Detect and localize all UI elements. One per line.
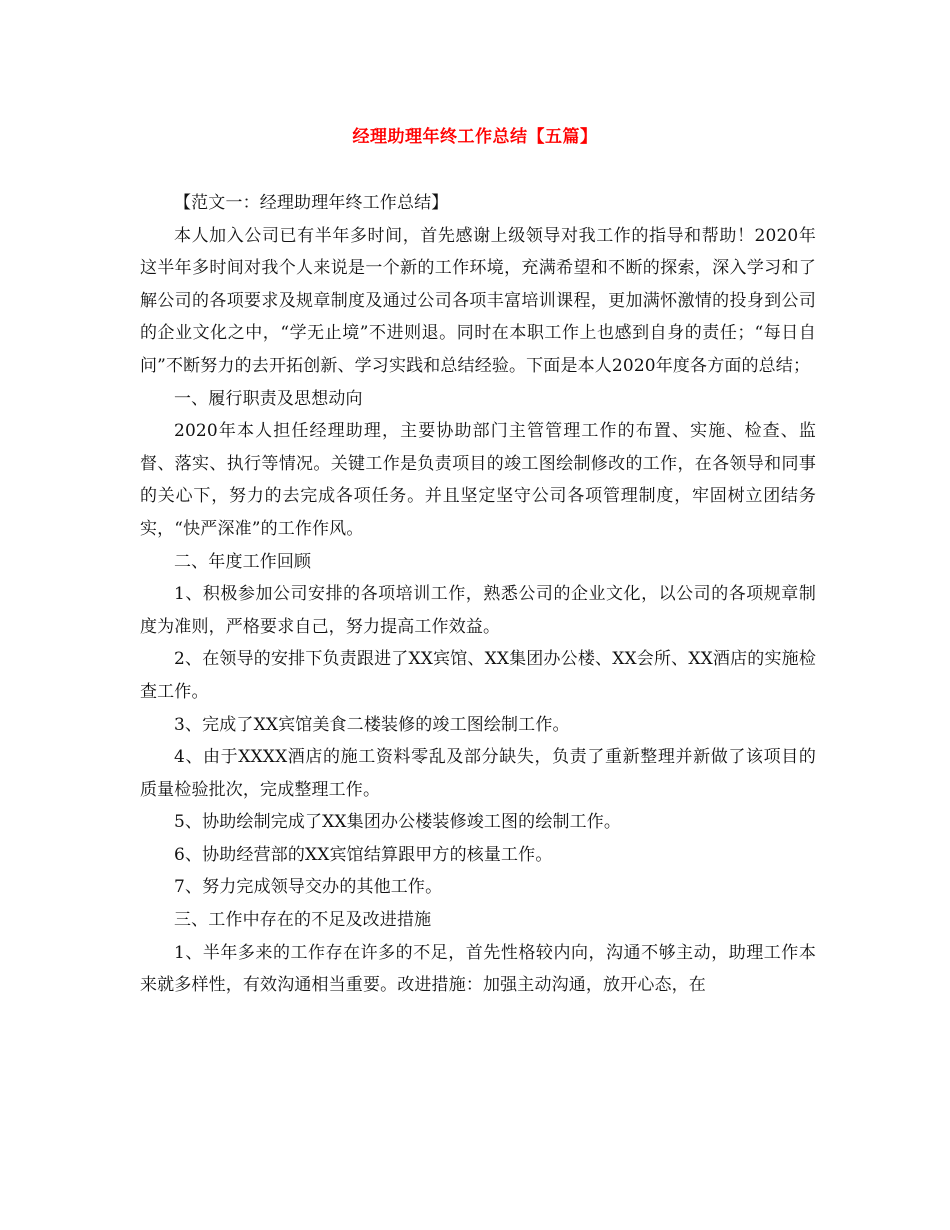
section-heading-fanwen-1: 【范文一：经理助理年终工作总结】: [174, 193, 449, 213]
review-item-4: 4、由于XXXX酒店的施工资料零乱及部分缺失，负责了重新整理并新做了该项目的质量检验批次，完成整理工作。: [140, 747, 816, 800]
duties-paragraph: 2020年本人担任经理助理，主要协助部门主管管理工作的布置、实施、检查、监督、落实、执行等情况。关键工作是负责项目的竣工图绘制修改的工作，在各领导和同事的关心下，努力的去完成各项任务。并且坚定坚守公司各项管理制度，牢固树立团结务实，“快严深准”的工作作风。: [140, 421, 816, 539]
section-heading-duties: 一、履行职责及思想动向: [174, 388, 363, 409]
review-item-5: 5、协助绘制完成了XX集团办公楼装修竣工图的绘制工作。: [174, 812, 622, 833]
shortcoming-item-1: 1、半年多来的工作存在许多的不足，首先性格较内向，沟通不够主动，助理工作本来就多样性，有效沟通相当重要。改进措施：加强主动沟通，放开心态，在: [140, 942, 816, 996]
document-body: [140, 187, 816, 1002]
section-heading-shortcomings: 三、工作中存在的不足及改进措施: [174, 910, 432, 931]
document-title: 经理助理年终工作总结【五篇】: [352, 127, 598, 147]
review-item-2: 2、在领导的安排下负责跟进了XX宾馆、XX集团办公楼、XX会所、XX酒店的实施检查工作。: [140, 649, 816, 702]
review-item-7: 7、努力完成领导交办的其他工作。: [174, 877, 443, 898]
review-item-6: 6、协助经营部的XX宾馆结算跟甲方的核量工作。: [174, 844, 553, 865]
review-item-1: 1、积极参加公司安排的各项培训工作，熟悉公司的企业文化，以公司的各项规章制度为准则，严格要求自己，努力提高工作效益。: [140, 584, 816, 637]
intro-paragraph: 本人加入公司已有半年多时间，首先感谢上级领导对我工作的指导和帮助！2020年这半年多时间对我个人来说是一个新的工作环境，充满希望和不断的探索，深入学习和了解公司的各项要求及规章制度及通过公司各项丰富培训课程，更加满怀激情的投身到公司的企业文化之中，“学无止境”不进则退。同时在本职工作上也感到自身的责任；“每日自问”不断努力的去开拓创新、学习实践和总结经验。下面是本人2020年度各方面的总结；: [140, 225, 816, 376]
review-item-3: 3、完成了XX宾馆美食二楼装修的竣工图绘制工作。: [174, 714, 570, 735]
section-heading-review: 二、年度工作回顾: [174, 551, 312, 572]
